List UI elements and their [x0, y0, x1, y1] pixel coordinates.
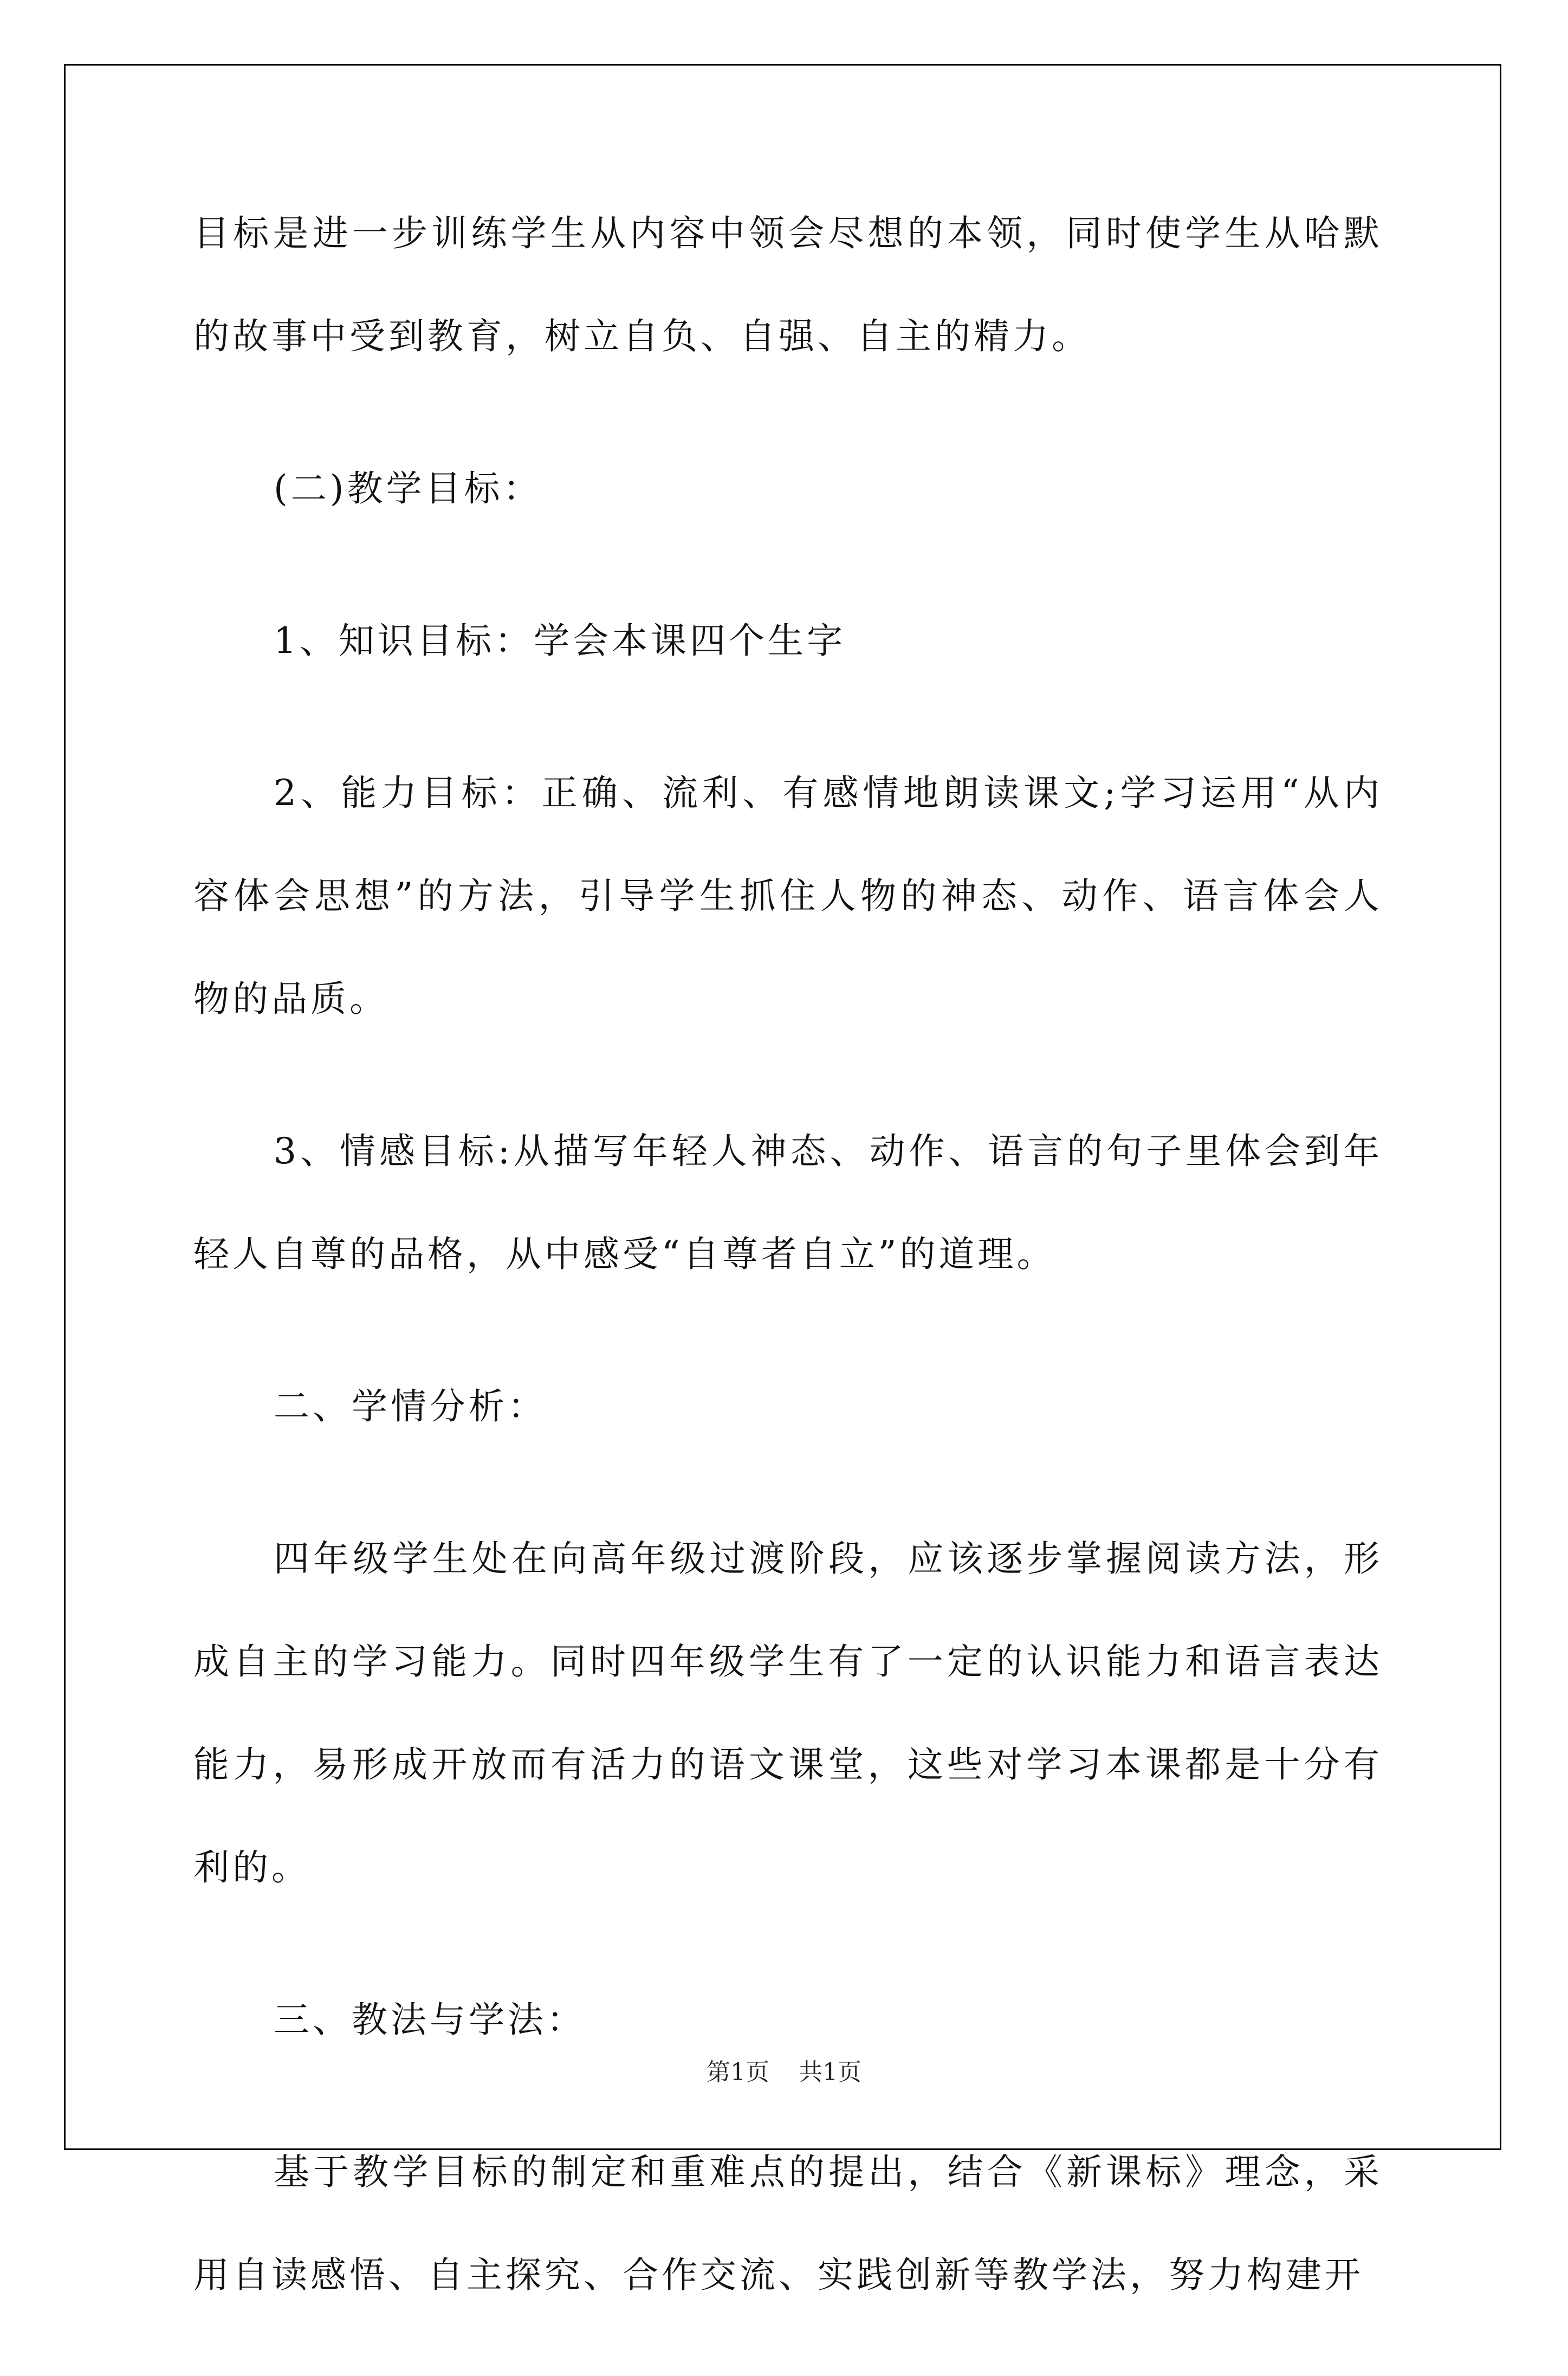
paragraph-continuation: 目标是进一步训练学生从内容中领会尽想的本领，同时使学生从哈默的故事中受到教育，树立自负、自强、自主的精力。 — [193, 212, 1383, 357]
page-footer — [0, 2053, 1568, 2087]
paragraph-methods: 基于教学目标的制定和重难点的提出，结合《新课标》理念，采用自读感悟、自主探究、合作交流、实践创新等教学法，努力构建开 — [193, 2151, 1383, 2296]
paragraph-knowledge-goal: 1、知识目标：学会本课四个生字 — [274, 620, 846, 662]
section-heading-learning-analysis: 二、学情分析： — [274, 1386, 547, 1427]
paragraph-learning-analysis: 四年级学生处在向高年级过渡阶段，应该逐步掌握阅读方法，形成自主的学习能力。同时四年级学生有了一定的认识能力和语言表达能力，易形成开放而有活力的语文课堂，这些对学习本课都是十分有利的。 — [193, 1538, 1383, 1888]
paragraph-emotion-goal: 3、情感目标:从描写年轻人神态、动作、语言的句子里体会到年轻人自尊的品格，从中感受“自尊者自立”的道理。 — [193, 1130, 1383, 1275]
paragraph-ability-goal: 2、能力目标：正确、流利、有感情地朗读课文;学习运用“从内容体会思想”的方法，引导学生抓住人物的神态、动作、语言体会人物的品质。 — [193, 772, 1383, 1020]
section-heading-methods: 三、教法与学法： — [274, 1999, 586, 2041]
section-heading-teaching-goals: (二)教学目标： — [274, 468, 542, 509]
page-number-current: 第1页 — [707, 2058, 769, 2086]
document-body — [193, 206, 1383, 2376]
page-number-total: 共1页 — [799, 2058, 861, 2086]
